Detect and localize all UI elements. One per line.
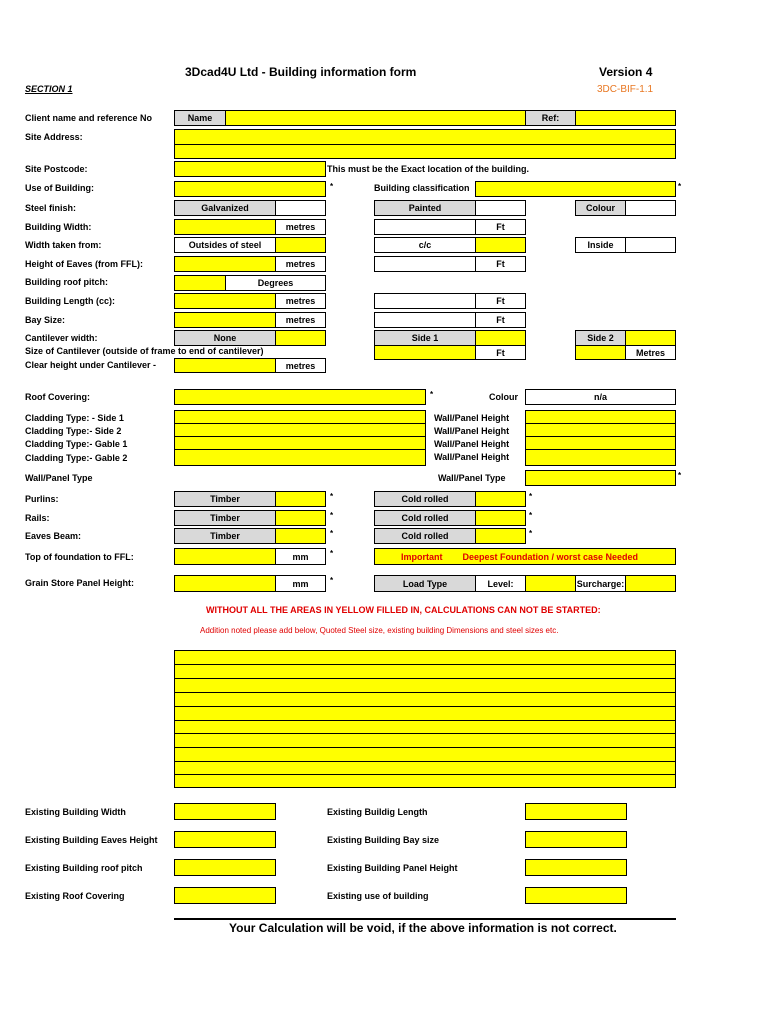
none-field[interactable] (275, 330, 326, 346)
eaves-height-field[interactable] (174, 256, 276, 272)
existing-use-field[interactable] (525, 887, 627, 904)
site-address-field-1[interactable] (174, 129, 676, 145)
rails-label: Rails: (25, 513, 50, 523)
ft-unit: Ft (475, 293, 526, 309)
purlins-timber-field[interactable] (275, 491, 326, 507)
footer-rule (174, 918, 676, 920)
exact-location-note: This must be the Exact location of the building. (327, 164, 530, 174)
galvanized-box: Galvanized (174, 200, 276, 216)
cladding-side2-label: Cladding Type:- Side 2 (25, 426, 122, 436)
notes-divider (175, 720, 675, 721)
required-star: * (330, 511, 334, 520)
existing-pitch-label: Existing Building roof pitch (25, 863, 143, 873)
roof-pitch-field[interactable] (174, 275, 226, 291)
cladding-gable1-label: Cladding Type:- Gable 1 (25, 439, 128, 449)
client-name-field[interactable] (225, 110, 526, 126)
side2-field[interactable] (625, 330, 676, 346)
none-box: None (174, 330, 276, 346)
required-star: * (430, 390, 434, 399)
ft-unit: Ft (475, 312, 526, 328)
eaves-timber-box: Timber (174, 528, 276, 544)
roof-covering-label: Roof Covering: (25, 392, 90, 402)
purlins-timber-box: Timber (174, 491, 276, 507)
notes-divider (175, 733, 675, 734)
eaves-cold-rolled-field[interactable] (475, 528, 526, 544)
ref-box: Ref: (525, 110, 576, 126)
deepest-foundation-label: Deepest Foundation / worst case Needed (462, 551, 639, 562)
inside-box: Inside (575, 237, 626, 253)
ft-unit: Ft (475, 345, 526, 360)
metres-unit: metres (275, 256, 326, 272)
existing-length-field[interactable] (525, 803, 627, 820)
existing-panel-label: Existing Building Panel Height (327, 863, 458, 873)
colour-box: Colour (575, 200, 626, 216)
wall-panel-height-label: Wall/Panel Height (434, 426, 510, 436)
site-postcode-label: Site Postcode: (25, 164, 88, 174)
side1-box: Side 1 (374, 330, 476, 346)
required-star: * (529, 492, 533, 501)
use-of-building-field[interactable] (174, 181, 326, 197)
required-star: * (330, 549, 334, 558)
steel-finish-label: Steel finish: (25, 203, 77, 213)
cantilever-width-label: Cantilever width: (25, 333, 98, 343)
ref-field[interactable] (575, 110, 676, 126)
existing-length-label: Existing Buildig Length (327, 807, 428, 817)
important-label: Important (401, 551, 443, 562)
notes-divider (175, 747, 675, 748)
existing-roof-label: Existing Roof Covering (25, 891, 125, 901)
existing-width-label: Existing Building Width (25, 807, 126, 817)
site-address-field-2[interactable] (174, 144, 676, 159)
width-taken-from-label: Width taken from: (25, 240, 102, 250)
grain-store-label: Grain Store Panel Height: (25, 578, 135, 588)
rails-timber-box: Timber (174, 510, 276, 526)
notes-divider (175, 678, 675, 679)
notes-divider (175, 692, 675, 693)
wall-panel-height-label: Wall/Panel Height (434, 413, 510, 423)
building-length-field[interactable] (174, 293, 276, 309)
required-star: * (330, 182, 334, 191)
cc-field[interactable] (475, 237, 526, 253)
existing-bay-field[interactable] (525, 831, 627, 848)
surcharge-field[interactable] (625, 575, 676, 592)
site-address-label: Site Address: (25, 132, 83, 142)
cladding-gable1-field[interactable] (174, 436, 426, 450)
cladding-side1-field[interactable] (174, 410, 426, 424)
existing-roof-field[interactable] (174, 887, 276, 904)
wall-panel-height-label: Wall/Panel Height (434, 452, 510, 462)
wall-panel-height-label: Wall/Panel Height (434, 439, 510, 449)
building-length-ft-field[interactable] (374, 293, 476, 309)
painted-field[interactable] (475, 200, 526, 216)
building-width-field[interactable] (174, 219, 276, 235)
roof-covering-field[interactable] (174, 389, 426, 405)
eaves-timber-field[interactable] (275, 528, 326, 544)
rails-cold-rolled-field[interactable] (475, 510, 526, 526)
purlins-cold-rolled-box: Cold rolled (374, 491, 476, 507)
cantilever-size-field[interactable] (374, 345, 476, 360)
metres-unit: metres (275, 358, 326, 373)
rails-timber-field[interactable] (275, 510, 326, 526)
bay-size-label: Bay Size: (25, 315, 66, 325)
side2-box: Side 2 (575, 330, 626, 346)
colour-field[interactable] (625, 200, 676, 216)
existing-eaves-label: Existing Building Eaves Height (25, 835, 158, 845)
yellow-warning: WITHOUT ALL THE AREAS IN YELLOW FILLED IN, CALCULATIONS CAN NOT BE STARTED: (206, 605, 601, 615)
existing-eaves-field[interactable] (174, 831, 276, 848)
roof-colour-field[interactable]: n/a (525, 389, 676, 405)
cladding-side1-label: Cladding Type: - Side 1 (25, 413, 124, 423)
side1-field[interactable] (475, 330, 526, 346)
wall-panel-height-gable1-field[interactable] (525, 436, 676, 450)
inside-field[interactable] (625, 237, 676, 253)
cladding-gable2-field[interactable] (174, 449, 426, 466)
load-type-box: Load Type (374, 575, 476, 592)
foundation-field[interactable] (174, 548, 276, 565)
postcode-field[interactable] (174, 161, 326, 177)
cantilever-size-metres-field[interactable] (575, 345, 626, 360)
required-star: * (330, 576, 334, 585)
wall-panel-type-label: Wall/Panel Type (25, 473, 93, 483)
surcharge-box: Surcharge: (575, 575, 626, 592)
top-of-foundation-label: Top of foundation to FFL: (25, 552, 134, 562)
building-width-label: Building Width: (25, 222, 92, 232)
client-label: Client name and reference No (25, 113, 153, 123)
existing-use-label: Existing use of building (327, 891, 429, 901)
mm-unit: mm (275, 548, 326, 565)
roof-pitch-label: Building roof pitch: (25, 277, 108, 287)
notes-divider (175, 706, 675, 707)
notes-divider (175, 774, 675, 775)
bay-size-ft-field[interactable] (374, 312, 476, 328)
building-classification-label: Building classification (374, 183, 470, 193)
metres-unit: metres (275, 312, 326, 328)
clear-height-field[interactable] (174, 358, 276, 373)
important-box (374, 548, 676, 565)
grain-store-field[interactable] (174, 575, 276, 592)
galvanized-field[interactable] (275, 200, 326, 216)
use-of-building-label: Use of Building: (25, 183, 94, 193)
notes-area[interactable] (174, 650, 676, 788)
outsides-of-steel-field[interactable] (275, 237, 326, 253)
section-heading: SECTION 1 (25, 84, 73, 94)
size-of-cantilever-label: Size of Cantilever (outside of frame to end of cantilever) (25, 346, 264, 356)
building-width-ft-field[interactable] (374, 219, 476, 235)
eaves-height-ft-field[interactable] (374, 256, 476, 272)
required-star: * (678, 182, 682, 191)
existing-panel-field[interactable] (525, 859, 627, 876)
required-star: * (330, 529, 334, 538)
metres-unit: metres (275, 219, 326, 235)
cladding-gable2-label: Cladding Type:- Gable 2 (25, 453, 128, 463)
ft-unit: Ft (475, 256, 526, 272)
wall-panel-type-field[interactable] (525, 470, 676, 486)
required-star: * (330, 492, 334, 501)
existing-width-field[interactable] (174, 803, 276, 820)
rails-cold-rolled-box: Cold rolled (374, 510, 476, 526)
eaves-cold-rolled-box: Cold rolled (374, 528, 476, 544)
bay-size-field[interactable] (174, 312, 276, 328)
purlins-cold-rolled-field[interactable] (475, 491, 526, 507)
clear-height-label: Clear height under Cantilever - (25, 360, 157, 370)
mm-unit: mm (275, 575, 326, 592)
notes-divider (175, 761, 675, 762)
name-box: Name (174, 110, 226, 126)
form-code: 3DC-BIF-1.1 (597, 84, 654, 95)
metres-unit: metres (275, 293, 326, 309)
level-field[interactable] (525, 575, 576, 592)
purlins-label: Purlins: (25, 494, 59, 504)
eaves-beam-label: Eaves Beam: (25, 531, 82, 541)
required-star: * (529, 529, 533, 538)
wall-panel-height-side1-field[interactable] (525, 410, 676, 424)
wall-panel-height-side2-field[interactable] (525, 423, 676, 437)
form-title: 3Dcad4U Ltd - Building information form (185, 65, 417, 79)
building-length-label: Building Length (cc): (25, 296, 115, 306)
level-box: Level: (475, 575, 526, 592)
height-of-eaves-label: Height of Eaves (from FFL): (25, 259, 144, 269)
existing-pitch-field[interactable] (174, 859, 276, 876)
wall-panel-type-right-label: Wall/Panel Type (438, 473, 506, 483)
existing-bay-label: Existing Building Bay size (327, 835, 440, 845)
version-label: Version 4 (599, 65, 653, 79)
wall-panel-height-gable2-field[interactable] (525, 449, 676, 466)
cladding-side2-field[interactable] (174, 423, 426, 437)
metres-cap-unit: Metres (625, 345, 676, 360)
cc-box: c/c (374, 237, 476, 253)
notes-divider (175, 664, 675, 665)
degrees-unit: Degrees (225, 275, 326, 291)
building-classification-field[interactable] (475, 181, 676, 197)
addition-note: Addition noted please add below, Quoted Steel size, existing building Dimensions and steel sizes etc. (200, 626, 559, 635)
footer-note: Your Calculation will be void, if the above information is not correct. (229, 921, 617, 935)
ft-unit: Ft (475, 219, 526, 235)
required-star: * (678, 471, 682, 480)
required-star: * (529, 511, 533, 520)
painted-box: Painted (374, 200, 476, 216)
colour-label: Colour (489, 392, 518, 402)
outsides-of-steel-box: Outsides of steel (174, 237, 276, 253)
